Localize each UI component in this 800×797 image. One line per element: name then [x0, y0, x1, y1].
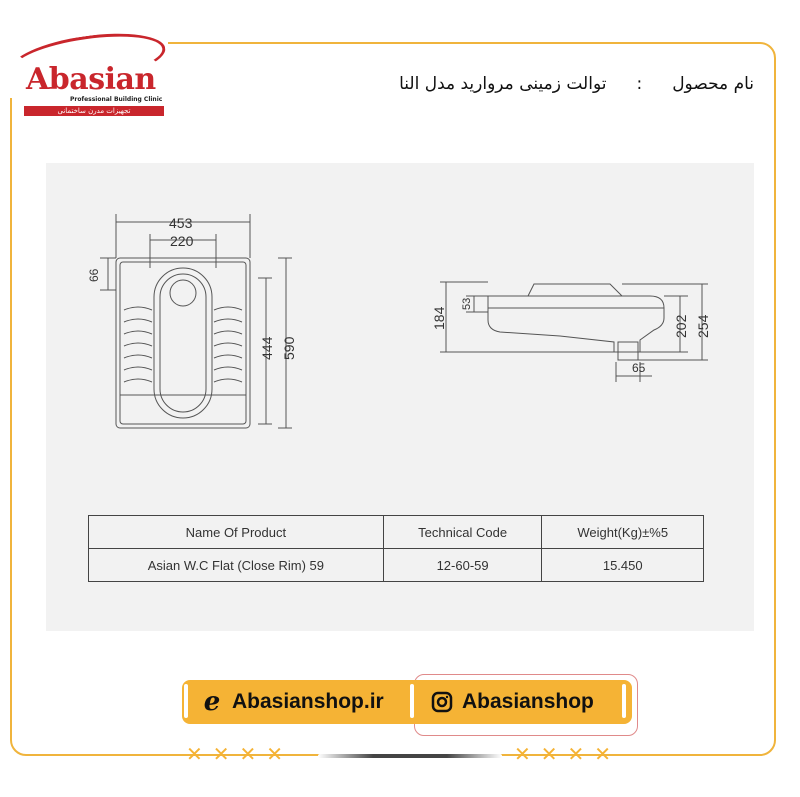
dim-overall-height: 254	[695, 314, 711, 338]
decorative-x-marks-left: ✕✕✕✕	[186, 742, 294, 766]
logo-brand-text: Abasian	[26, 62, 156, 97]
logo-bar-text: تجهیزات مدرن ساختمانی	[24, 106, 164, 116]
instagram-text: Abasianshop	[462, 690, 594, 713]
instagram-icon	[430, 690, 454, 714]
product-label: نام محصول	[672, 74, 754, 94]
cell-product-name: Asian W.C Flat (Close Rim) 59	[89, 549, 384, 582]
dim-width-inner: 220	[170, 233, 194, 249]
spec-table	[88, 515, 704, 582]
left-footrest	[124, 307, 152, 382]
title-colon: :	[636, 74, 643, 94]
dim-rim-height: 53	[461, 297, 473, 310]
internet-explorer-icon: e	[203, 687, 221, 717]
header-technical-code: Technical Code	[383, 516, 542, 549]
dim-outlet-diameter: 65	[632, 361, 646, 375]
decorative-x-marks-right: ✕✕✕✕	[514, 742, 622, 766]
product-name: توالت زمینی مروارید مدل النا	[399, 74, 607, 94]
dim-width-outer: 453	[169, 215, 193, 231]
dim-top-offset: 66	[87, 268, 101, 282]
dim-length-outer: 590	[281, 336, 297, 360]
header-name-of-product: Name Of Product	[89, 516, 384, 549]
logo-subtitle: Professional Building Clinic	[70, 96, 163, 103]
website-link[interactable]	[200, 680, 384, 724]
separator-middle	[410, 684, 414, 718]
instagram-link[interactable]	[430, 680, 594, 724]
website-text: Abasianshop.ir	[232, 690, 384, 713]
toilet-drain-hole	[170, 280, 196, 306]
table-header-row	[89, 516, 704, 549]
separator-left	[184, 684, 188, 718]
dim-outlet-height: 202	[673, 314, 689, 338]
header-weight: Weight(Kg)±%5	[542, 516, 704, 549]
decorative-divider	[318, 754, 502, 758]
separator-right	[622, 684, 626, 718]
dim-side-height: 184	[431, 306, 447, 330]
cell-weight: 15.450	[542, 549, 704, 582]
table-row	[89, 549, 704, 582]
dim-length-inner: 444	[259, 336, 275, 360]
right-footrest	[214, 307, 242, 382]
cell-technical-code: 12-60-59	[383, 549, 542, 582]
